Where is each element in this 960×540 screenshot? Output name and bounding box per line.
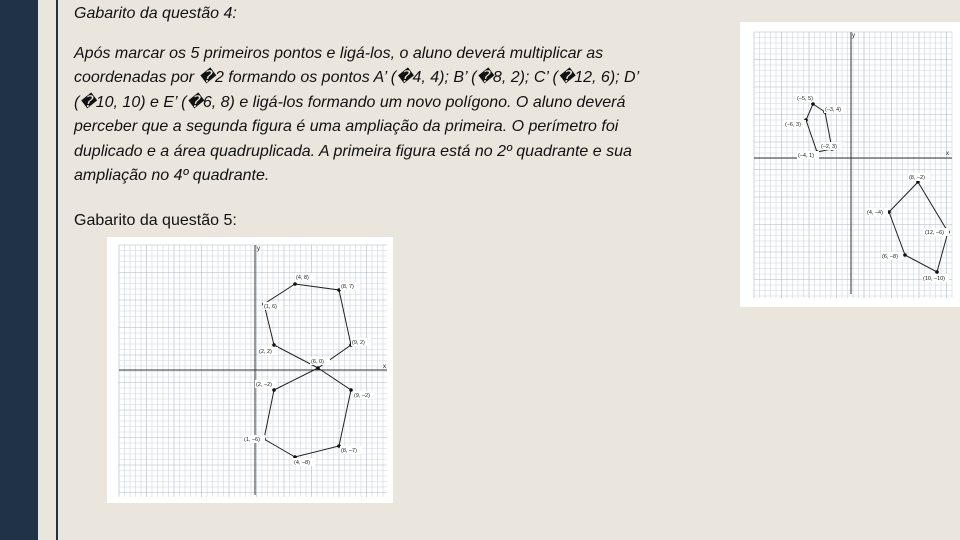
vertex-point bbox=[903, 253, 907, 257]
point-label: (4, –8) bbox=[294, 460, 310, 466]
answer-line: duplicado e a área quadruplicada. A primeira figura está no 2º quadrante e sua bbox=[74, 142, 632, 160]
upper-polygon bbox=[264, 284, 351, 368]
vertex-point bbox=[811, 102, 815, 106]
grid bbox=[754, 32, 952, 298]
point-label: (–4, 1) bbox=[798, 153, 814, 159]
question-4-graph bbox=[740, 22, 960, 307]
answer-line: perceber que a segunda figura é uma ampliação da primeira. O perímetro foi bbox=[74, 118, 619, 136]
question-4-answer bbox=[74, 42, 764, 188]
vertex-point bbox=[272, 343, 276, 347]
x-axis-label: x bbox=[383, 364, 386, 370]
point-label: (–3, 4) bbox=[825, 107, 841, 113]
question-4-title: Gabarito da questão 4: bbox=[74, 5, 237, 22]
point-label: (–5, 5) bbox=[797, 96, 813, 102]
y-axis-label: y bbox=[257, 246, 260, 252]
x-axis-label: x bbox=[946, 151, 949, 157]
point-label: (4, 8) bbox=[296, 275, 309, 281]
point-label: (6, –8) bbox=[882, 254, 898, 260]
vertex-point bbox=[293, 282, 297, 286]
vertex-point bbox=[349, 388, 353, 392]
point-label: (8, –7) bbox=[341, 448, 357, 454]
point-label: (1, –6) bbox=[244, 437, 260, 443]
point-label: (9, 2) bbox=[352, 340, 365, 346]
y-axis-label: y bbox=[852, 33, 855, 39]
answer-line: (�10, 10) e E’ (�6, 8) e ligá-los formando um novo polígono. O aluno deverá bbox=[74, 93, 626, 111]
point-label: (12, –6) bbox=[925, 230, 944, 236]
point-label: (6, 0) bbox=[311, 359, 324, 365]
answer-line: ampliação no 4º quadrante. bbox=[74, 167, 270, 185]
question-5-graph bbox=[107, 237, 393, 503]
point-label: (–2, 3) bbox=[821, 144, 837, 150]
lower-polygon bbox=[264, 368, 351, 457]
question-4-figure bbox=[740, 22, 960, 307]
vertex-point bbox=[316, 366, 320, 370]
answer-line: coordenadas por �2 formando os pontos A’ (�4, 4); B’ (�8, 2); C’ (�12, 6); D’ bbox=[74, 69, 640, 87]
question-5-title: Gabarito da questão 5: bbox=[74, 212, 237, 229]
point-label: (4, –4) bbox=[867, 210, 883, 216]
left-accent-line bbox=[56, 0, 58, 540]
vertex-point bbox=[272, 388, 276, 392]
point-label: (–6, 3) bbox=[785, 122, 801, 128]
question-5-figure bbox=[107, 237, 393, 503]
left-accent-bar bbox=[0, 0, 38, 540]
answer-line: Após marcar os 5 primeiros pontos e ligá-los, o aluno deverá multiplicar as bbox=[74, 45, 604, 62]
point-label: (9, –2) bbox=[354, 393, 370, 399]
point-label: (2, 2) bbox=[259, 349, 272, 355]
point-label: (2, –2) bbox=[256, 382, 272, 388]
point-label: (8, –2) bbox=[909, 175, 925, 181]
point-label: (1, 6) bbox=[264, 304, 277, 310]
point-label: (10, –10) bbox=[923, 276, 946, 282]
point-label: (8, 7) bbox=[341, 284, 354, 290]
vertex-point bbox=[935, 270, 939, 274]
